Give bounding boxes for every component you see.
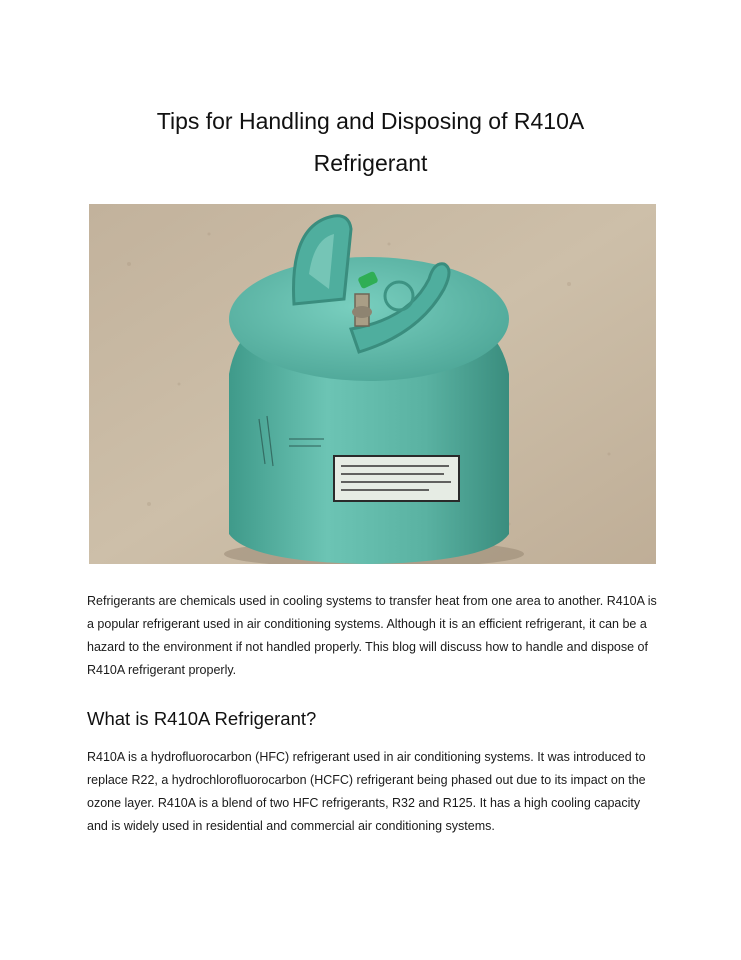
page-title bbox=[60, 100, 681, 184]
refrigerant-cylinder-photo bbox=[89, 204, 656, 564]
intro-paragraph: Refrigerants are chemicals used in cooling systems to transfer heat from one area to another. R410A is a popular refrigerant used in air conditioning systems. Although it is an efficient refrigerant, it can be a hazard to the environment if not handled properly. This blog will discuss how to handle and dispose of R410A refrigerant properly. bbox=[87, 594, 657, 677]
section-heading: What is R410A Refrigerant? bbox=[87, 708, 317, 729]
title-line-2: Refrigerant bbox=[313, 150, 428, 176]
section-paragraph: R410A is a hydrofluorocarbon (HFC) refrigerant used in air conditioning systems. It was introduced to replace R22, a hydrochlorofluorocarbon (HCFC) refrigerant being phased out due to its impact on the ozone layer. R410A is a blend of two HFC refrigerants, R32 and R125. It has a high cooling capacity and is widely used in residential and commercial air conditioning systems. bbox=[87, 750, 646, 833]
title-line-1: Tips for Handling and Disposing of R410A bbox=[156, 108, 585, 134]
